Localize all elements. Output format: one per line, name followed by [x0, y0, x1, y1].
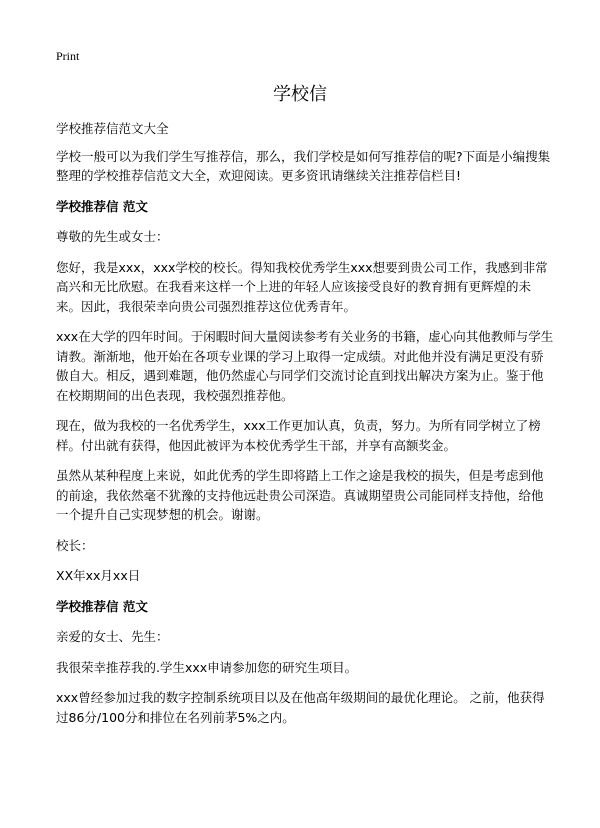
section-heading-2: 学校推荐信 范文 [56, 598, 148, 614]
intro-paragraph: 学校一般可以为我们学生写推荐信，那么，我们学校是如何写推荐信的呢?下面是小编搜集整理的学校推荐信范文大全，欢迎阅读。更多资讯请继续关注推荐信栏目! [56, 148, 551, 183]
print-link[interactable]: Print [56, 49, 80, 63]
document-subtitle: 学校推荐信范文大全 [56, 121, 169, 136]
salutation-2: 亲爱的女士、先生： [56, 629, 169, 644]
signoff: 校长： [56, 537, 94, 553]
letter1-paragraph-4: 虽然从某种程度上来说，如此优秀的学生即将踏上工作之途是我校的损失，但是考虑到他的前途，我依然毫不犹豫的支持他远赴贵公司深造。真诚期望贵公司能同样支持他，给他一个提升自己实现梦想的机会。谢谢。 [56, 468, 544, 522]
letter1-paragraph-3: 现在，做为我校的一名优秀学生，xxx工作更加认真，负责，努力。为所有同学树立了榜样。付出就有获得，他因此被评为本校优秀学生干部，并享有高额奖金。 [56, 418, 541, 453]
document-body [56, 119, 554, 738]
letter2-paragraph-2: xxx曾经参加过我的数字控制系统项目以及在他高年级期间的最优化理论。 之前，他获得过86分/100分和排位在名列前茅5%之内。 [56, 690, 545, 725]
salutation-1: 尊敬的先生或女士： [56, 229, 169, 244]
page-title: 学校信 [273, 84, 327, 105]
letter2-paragraph-1: 我很荣幸推荐我的.学生xxx申请参加您的研究生项目。 [56, 659, 358, 675]
letter1-paragraph-2: xxx在大学的四年时间。于闲暇时间大量阅读参考有关业务的书籍，虚心向其他教师与学生请教。渐渐地，他开始在各项专业课的学习上取得一定成绩。对此他并没有满足更没有骄傲自大。相反，遇到难题，他仍然虚心与同学们交流讨论直到找出解决方案为止。鉴于他在校期期间的出色表现，我校强烈推荐他。 [56, 329, 554, 403]
letter1-paragraph-1: 您好，我是xxx，xxx学校的校长。得知我校优秀学生xxx想要到贵公司工作，我感到非常高兴和无比欣慰。在我看来这样一个上进的年轻人应该接受良好的教育拥有更辉煌的未来。因此，我很荣幸向贵公司强烈推荐这位优秀青年。 [56, 259, 548, 314]
section-heading-1: 学校推荐信 范文 [56, 198, 148, 214]
letter-date: XX年xx月xx日 [56, 568, 141, 583]
